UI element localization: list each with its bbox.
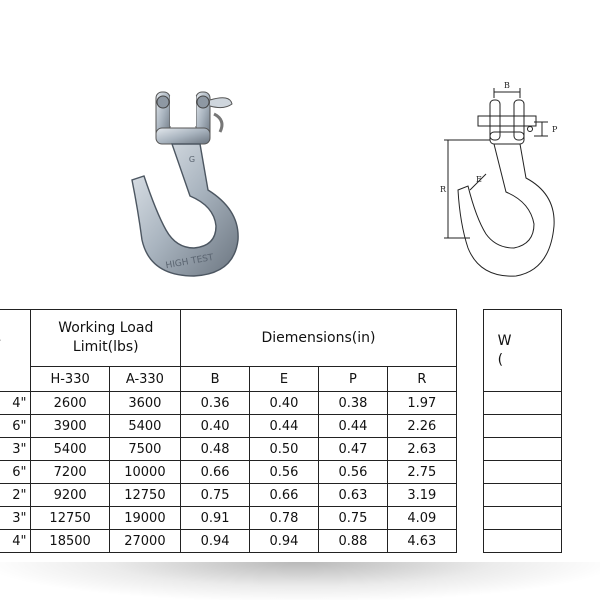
table-row: 6" 3900 5400 0.40 0.44 0.44 2.26 — [0, 415, 562, 438]
grab-hook-photo — [120, 80, 260, 280]
dimensions-header: Diemensions(in) — [181, 310, 457, 367]
table-row: 4" 18500 27000 0.94 0.94 0.88 4.63 — [0, 530, 562, 553]
table-row: 4" 2600 3600 0.36 0.40 0.38 1.97 — [0, 392, 562, 415]
spec-table-container — [0, 309, 600, 562]
hook-stamp-text: HIGH TEST — [164, 252, 215, 272]
weight-header: W ( — [483, 310, 561, 392]
column-gap — [456, 310, 483, 553]
subheader-h330: H-330 — [31, 367, 109, 392]
cotter-pin — [210, 98, 232, 132]
subheader-b: B — [181, 367, 250, 392]
grade-mark: G — [188, 155, 196, 164]
spec-table — [0, 309, 562, 553]
table-row: 6" 7200 10000 0.66 0.56 0.56 2.75 — [0, 461, 562, 484]
dim-label-b: B — [504, 81, 510, 90]
clevis — [156, 92, 210, 144]
table-row: 3" 12750 19000 0.91 0.78 0.75 4.09 — [0, 507, 562, 530]
size-header — [0, 310, 31, 392]
table-row: 3" 5400 7500 0.48 0.50 0.47 2.63 — [0, 438, 562, 461]
working-load-header: Working Load Limit(lbs) — [31, 310, 181, 367]
hook-dimension-drawing — [430, 78, 560, 288]
hook-body — [132, 144, 238, 276]
dim-label-r: R — [440, 185, 447, 194]
subheader-a330: A-330 — [109, 367, 180, 392]
table-row: 2" 9200 12750 0.75 0.66 0.63 3.19 — [0, 484, 562, 507]
dim-label-p: P — [552, 125, 558, 134]
dim-label-e: E — [476, 175, 482, 184]
subheader-r: R — [387, 367, 456, 392]
subheader-p: P — [318, 367, 387, 392]
bottom-shadow — [0, 562, 600, 600]
subheader-e: E — [250, 367, 319, 392]
